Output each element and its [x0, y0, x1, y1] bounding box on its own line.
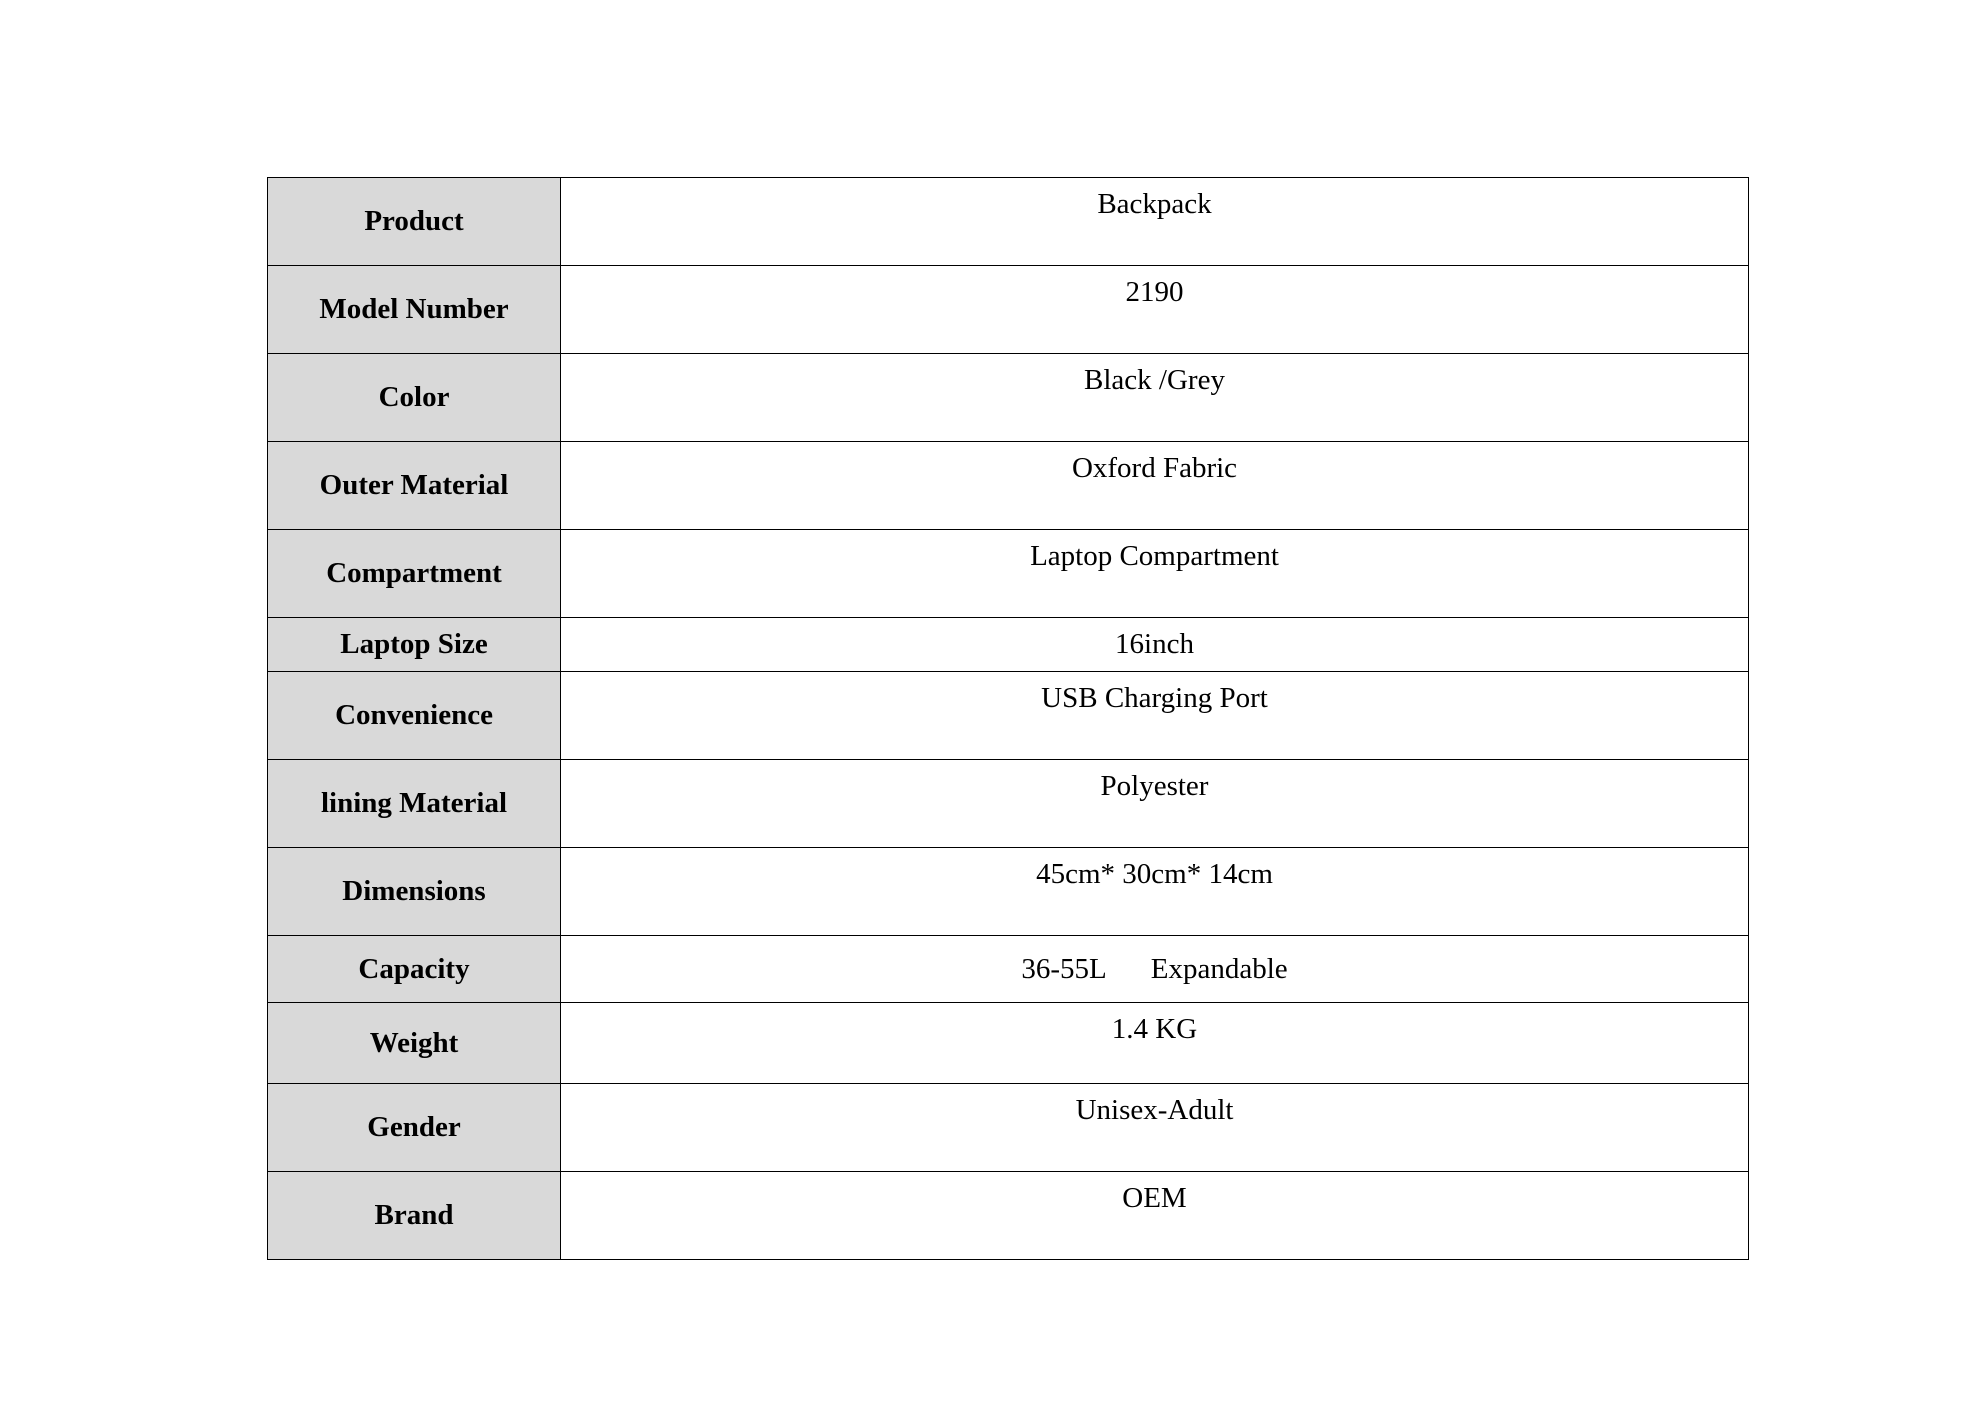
spec-label-outer-material: Outer Material	[268, 442, 561, 530]
table-row	[268, 442, 1749, 530]
spec-value-outer-material: Oxford Fabric	[561, 442, 1749, 530]
table-row	[268, 530, 1749, 618]
spec-label-laptop-size: Laptop Size	[268, 618, 561, 672]
spec-value-weight: 1.4 KG	[561, 1003, 1749, 1084]
spec-label-product: Product	[268, 178, 561, 266]
table-row	[268, 266, 1749, 354]
spec-label-gender: Gender	[268, 1084, 561, 1172]
spec-value-laptop-size: 16inch	[561, 618, 1749, 672]
table-row	[268, 1172, 1749, 1260]
spec-label-compartment: Compartment	[268, 530, 561, 618]
spec-value-convenience: USB Charging Port	[561, 672, 1749, 760]
spec-label-model-number: Model Number	[268, 266, 561, 354]
spec-value-lining-material: Polyester	[561, 760, 1749, 848]
spec-label-convenience: Convenience	[268, 672, 561, 760]
table-row	[268, 354, 1749, 442]
table-row	[268, 618, 1749, 672]
spec-value-compartment: Laptop Compartment	[561, 530, 1749, 618]
spec-value-product: Backpack	[561, 178, 1749, 266]
product-spec-table	[267, 177, 1749, 1260]
spec-label-color: Color	[268, 354, 561, 442]
spec-value-dimensions: 45cm* 30cm* 14cm	[561, 848, 1749, 936]
table-row	[268, 1084, 1749, 1172]
spec-value-model-number: 2190	[561, 266, 1749, 354]
spec-value-gender: Unisex-Adult	[561, 1084, 1749, 1172]
table-row	[268, 936, 1749, 1003]
spec-label-lining-material: lining Material	[268, 760, 561, 848]
table-row	[268, 178, 1749, 266]
spec-value-brand: OEM	[561, 1172, 1749, 1260]
spec-label-dimensions: Dimensions	[268, 848, 561, 936]
table-row	[268, 672, 1749, 760]
table-row	[268, 848, 1749, 936]
spec-label-capacity: Capacity	[268, 936, 561, 1003]
capacity-range: 36-55L	[1021, 952, 1107, 985]
spec-value-capacity	[561, 936, 1749, 1003]
table-row	[268, 1003, 1749, 1084]
spec-label-weight: Weight	[268, 1003, 561, 1084]
capacity-expandable: Expandable	[1150, 952, 1288, 985]
spec-value-color: Black /Grey	[561, 354, 1749, 442]
spec-label-brand: Brand	[268, 1172, 561, 1260]
table-row	[268, 760, 1749, 848]
